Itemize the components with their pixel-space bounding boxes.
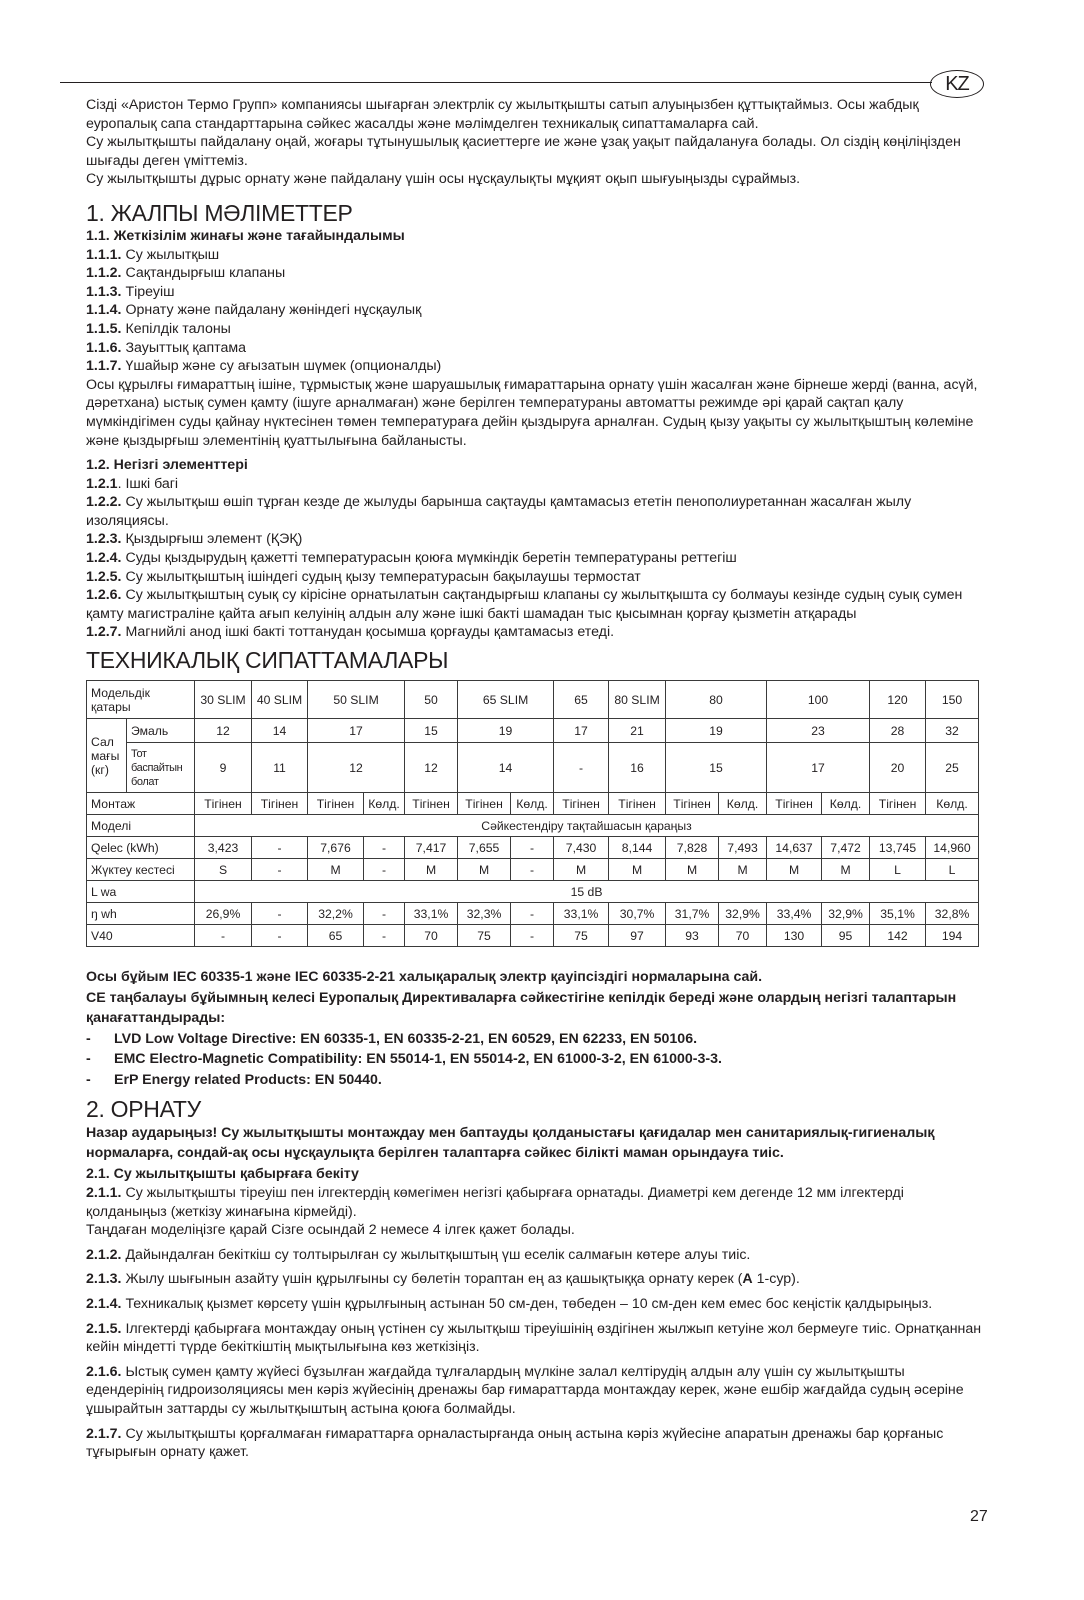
intro-paragraph: Сізді «Аристон Термо Групп» компаниясы шығарған электрлік су жылытқышты сатып алуыңызбен құттықтаймыз. Осы жабдық еуропалық сапа стандарттарына сәйкес жасалды және мәлімделген техникалық сипаттамаларға сай. <box>86 97 919 132</box>
list-item: 1.1.3. Тіреуіш <box>86 283 175 300</box>
table-cell: 142 <box>870 925 926 947</box>
list-item: 1.1.5. Кепілдік талоны <box>86 320 231 337</box>
model-cell: 30 SLIM <box>195 681 252 719</box>
table-cell: 75 <box>458 925 511 947</box>
table-cell: L <box>870 859 926 881</box>
list-item: 2.1.4. Техникалық қызмет көрсету үшін құрылғының астынан 50 см-ден, төбеден – 10 см-ден кем емес бос кеңістік қалдырыңыз. <box>86 1296 933 1313</box>
model-row-label: Моделі <box>87 815 195 837</box>
table-cell: M <box>719 859 767 881</box>
table-cell: Көлд. <box>926 793 979 815</box>
subsection-title: 1.1. Жеткізілім жинағы және тағайындалымы <box>86 227 405 244</box>
table-row <box>87 815 979 837</box>
table-cell: 25 <box>926 743 979 793</box>
table-cell: 17 <box>767 743 870 793</box>
model-cell: 80 <box>666 681 767 719</box>
table-cell: 23 <box>767 719 870 743</box>
table-cell: 97 <box>609 925 666 947</box>
model-row-value: Сәйкестендіру тақтайшасын қараңыз <box>195 815 979 837</box>
table-cell: 9 <box>195 743 252 793</box>
table-cell: 21 <box>609 719 666 743</box>
list-item: 1.2.6. Су жылытқыштың суық су кірісіне орнатылатын сақтандырғыш клапаны су жылытқышта су болмауы кезінде судың суық сумен қамту магистраліне қайта ағып келуінің алдын алу және ішкі бакті шамадан тыс қысымнан қорғау қызметін атқарады <box>86 587 963 622</box>
directive-item: - EMC Electro-Magnetic Compatibility: EN 55014-1, EN 55014-2, EN 61000-3-2, EN 61000-3-3. <box>86 1051 722 1068</box>
table-cell: Тігінен <box>767 793 822 815</box>
stainless-label: Тот баспайтын болат <box>127 743 195 793</box>
table-cell: 12 <box>405 743 458 793</box>
table-row <box>87 925 979 947</box>
intro-paragraph: Су жылытқышты дұрыс орнату және пайдалану үшін осы нұсқаулықты мұқият оқып шығуыңызды сұраймыз. <box>86 171 801 188</box>
page-content <box>86 96 986 1462</box>
table-cell: 13,745 <box>870 837 926 859</box>
table-cell: 20 <box>870 743 926 793</box>
model-cell: 65 SLIM <box>458 681 554 719</box>
table-cell: Көлд. <box>364 793 405 815</box>
table-cell: M <box>405 859 458 881</box>
list-item: 2.1.1. Су жылытқышты тіреуіш пен ілгектердің көмегімен негізгі қабырғаға орнатады. Диаметрі кем дегенде 12 мм ілгектерді қолданыңыз (жеткізу жинағына кірмейді). <box>86 1185 904 1220</box>
list-item: 1.2.1. Ішкі багі <box>86 475 179 492</box>
table-cell: 7,828 <box>666 837 719 859</box>
table-cell: - <box>511 859 554 881</box>
table-cell: - <box>554 743 609 793</box>
table-cell: 32,3% <box>458 903 511 925</box>
model-cell: 100 <box>767 681 870 719</box>
table-cell: - <box>364 859 405 881</box>
table-cell: - <box>364 925 405 947</box>
table-cell: - <box>364 837 405 859</box>
compliance-line: Осы бұйым IEC 60335-1 және IEC 60335-2-21 халықаралық электр қауіпсіздігі нормаларына сай. <box>86 969 763 986</box>
table-cell: - <box>511 903 554 925</box>
table-cell: - <box>195 925 252 947</box>
table-cell: 8,144 <box>609 837 666 859</box>
lwa-label: L wa <box>87 881 195 903</box>
table-cell: 15 <box>405 719 458 743</box>
table-cell: 35,1% <box>870 903 926 925</box>
table-row <box>87 837 979 859</box>
table-cell: S <box>195 859 252 881</box>
table-row <box>87 743 979 793</box>
spec-table <box>86 680 979 947</box>
subsection-title: 2.1. Су жылытқышты қабырғаға бекіту <box>86 1165 359 1182</box>
list-item: 1.1.4. Орнату және пайдалану жөніндегі нұсқаулық <box>86 302 422 319</box>
compliance-block <box>86 967 986 1091</box>
list-item: 2.1.7. Су жылытқышты қорғалмаған ғимараттарға орналастырғанда оның астына кәріз жүйесіне апаратын дренажы бар қорғаныс тұғырығын орнату қажет. <box>86 1425 944 1461</box>
table-cell: - <box>364 903 405 925</box>
table-cell: 65 <box>308 925 364 947</box>
list-item: 1.2.7. Магнийлі анод ішкі бакті тоттанудан қосымша қорғауды қамтамасыз етеді. <box>86 624 615 641</box>
table-row <box>87 719 979 743</box>
table-cell: 30,7% <box>609 903 666 925</box>
table-cell: 7,472 <box>822 837 870 859</box>
table-cell: - <box>252 859 308 881</box>
table-cell: 7,655 <box>458 837 511 859</box>
table-cell: 32,8% <box>926 903 979 925</box>
enamel-label: Эмаль <box>127 719 195 743</box>
directive-item: - ErP Energy related Products: EN 50440. <box>86 1072 382 1088</box>
table-cell: - <box>252 903 308 925</box>
table-cell: - <box>511 925 554 947</box>
table-cell: - <box>252 837 308 859</box>
compliance-line: CE таңбалауы бұйымның келесі Еуропалық Директиваларға сәйкестігіне кепілдік береді және олардың негізгі талаптарын қанағаттандырады: <box>86 989 957 1027</box>
table-cell: 11 <box>252 743 308 793</box>
table-cell: Тігінен <box>252 793 308 815</box>
intro <box>86 96 986 189</box>
list-item: 1.2.3. Қыздырғыш элемент (ҚЭҚ) <box>86 531 303 548</box>
table-cell: M <box>308 859 364 881</box>
section-title-tech: ТЕХНИКАЛЫҚ СИПАТТАМАЛАРЫ <box>86 647 449 674</box>
table-cell: 75 <box>554 925 609 947</box>
table-cell: 3,423 <box>195 837 252 859</box>
lwa-value: 15 dB <box>195 881 979 903</box>
efficiency-label: ŋ wh <box>87 903 195 925</box>
table-cell: Тігінен <box>405 793 458 815</box>
table-cell: 14 <box>458 743 554 793</box>
table-cell: 26,9% <box>195 903 252 925</box>
table-cell: 32,2% <box>308 903 364 925</box>
table-cell: 14,637 <box>767 837 822 859</box>
table-cell: 194 <box>926 925 979 947</box>
intro-paragraph: Су жылытқышты пайдалану оңай, жоғары тұтынушылық қасиеттерге ие және ұзақ уақыт пайдалануға болады. Ол сіздің көңіліңізден шығады деген үміттеміз. <box>86 134 961 169</box>
list-item: 1.2.2. Су жылытқыш өшіп тұрған кезде де жылуды барынша сақтауды қамтамасыз ететін пенополиуретаннан жасалған жылу изоляциясы. <box>86 494 912 529</box>
table-cell: Тігінен <box>458 793 511 815</box>
list-item: 1.1.1. Су жылытқыш <box>86 246 220 263</box>
table-cell: Тігінен <box>666 793 719 815</box>
table-cell: Тігінен <box>609 793 666 815</box>
table-cell: L <box>926 859 979 881</box>
table-cell: M <box>554 859 609 881</box>
table-cell: 93 <box>666 925 719 947</box>
model-cell: 65 <box>554 681 609 719</box>
table-cell: 7,417 <box>405 837 458 859</box>
table-row <box>87 793 979 815</box>
list-item: 1.2.5. Су жылытқыштың ішіндегі судың қызу температурасын бақылаушы термостат <box>86 568 641 585</box>
subsection-title: 1.2. Негізгі элементтері <box>86 457 248 474</box>
model-cell: 50 <box>405 681 458 719</box>
section-title-general: 1. ЖАЛПЫ МӘЛІМЕТТЕР <box>86 199 353 226</box>
table-cell: 70 <box>405 925 458 947</box>
table-cell: 28 <box>870 719 926 743</box>
table-cell: M <box>666 859 719 881</box>
v40-label: V40 <box>87 925 195 947</box>
table-cell: Көлд. <box>822 793 870 815</box>
table-cell: 19 <box>666 719 767 743</box>
model-cell: 120 <box>870 681 926 719</box>
list-item: 1.1.7. Үшайыр және су ағызатын шүмек (опционалды) <box>86 358 442 375</box>
section-title-installation: 2. ОРНАТУ <box>86 1095 201 1122</box>
table-cell: 32,9% <box>822 903 870 925</box>
language-badge: KZ <box>930 70 984 98</box>
weight-label: Сал мағы (кг) <box>87 719 127 793</box>
table-row <box>87 881 979 903</box>
table-cell: 12 <box>195 719 252 743</box>
table-cell: 32,9% <box>719 903 767 925</box>
table-cell: 7,493 <box>719 837 767 859</box>
qelec-label: Qelec (kWh) <box>87 837 195 859</box>
table-row <box>87 903 979 925</box>
table-cell: - <box>511 837 554 859</box>
table-cell: 130 <box>767 925 822 947</box>
table-cell: - <box>252 925 308 947</box>
model-series-label: Модельдік қатары <box>87 681 195 719</box>
table-cell: Көлд. <box>511 793 554 815</box>
installation-warning: Назар аударыңыз! Су жылытқышты монтаждау мен баптауды қолданыстағы қағидалар мен санитариялық-гигиеналық нормаларға, сондай-ақ осы нұсқаулықта берілген талаптарға сәйкес білікті маман орындауға тиіс. <box>86 1124 935 1162</box>
purpose-paragraph: Осы құрылғы ғимараттың ішіне, тұрмыстық және шаруашылық ғимараттарына орнату үшін жасалған және бірнеше жерді (ванна, асүй, дәретхана) ыстық сумен қамту (ішуге арналмаған) және берілген температураны автоматты режимде әрі қарай сақтап қалу мүмкіндігімен суды қайнау нүктесінен төмен температураға дейін қыздыруға арналған. Судың қызу уақыты су жылытқыштың көлеміне және қыздырғыш элементінің қуаттылығына байланысты. <box>86 376 978 449</box>
list-item: 1.1.6. Зауыттық қаптама <box>86 339 247 356</box>
table-cell: M <box>609 859 666 881</box>
directive-item: - LVD Low Voltage Directive: EN 60335-1, EN 60335-2-21, EN 60529, EN 62233, EN 50106. <box>86 1030 698 1047</box>
list-item: 2.1.6. Ыстық сумен қамту жүйесі бұзылған жағдайда тұлғалардың мүлкіне залал келтірудің алдын алу үшін су жылытқышты едендерінің гидроизоляциясы мен кәріз жүйесінің дренажы бар ғимараттарда монтаждау керек, және ешбір жағдайда судың әсеріне ұшырайтын заттарды су жылытқыштың астына қоюға болмайды. <box>86 1363 964 1418</box>
table-cell: 33,1% <box>554 903 609 925</box>
table-cell: 17 <box>554 719 609 743</box>
list-item: 2.1.3. Жылу шығынын азайту үшін құрылғыны су бөлетін тораптан ең аз қашықтыққа орнату керек (A 1-сур). <box>86 1271 800 1288</box>
table-cell: 95 <box>822 925 870 947</box>
table-cell: 16 <box>609 743 666 793</box>
page-number: 27 <box>970 1508 988 1525</box>
table-cell: Тігінен <box>870 793 926 815</box>
table-cell: 12 <box>308 743 405 793</box>
model-cell: 80 SLIM <box>609 681 666 719</box>
table-cell: 17 <box>308 719 405 743</box>
table-cell: 14,960 <box>926 837 979 859</box>
table-cell: Көлд. <box>719 793 767 815</box>
table-cell: M <box>767 859 822 881</box>
table-row <box>87 859 979 881</box>
header-rule <box>60 82 932 83</box>
table-cell: 14 <box>252 719 308 743</box>
table-cell: 70 <box>719 925 767 947</box>
model-cell: 40 SLIM <box>252 681 308 719</box>
table-cell: 32 <box>926 719 979 743</box>
table-cell: Тігінен <box>308 793 364 815</box>
table-cell: 15 <box>666 743 767 793</box>
table-cell: 31,7% <box>666 903 719 925</box>
table-cell: 33,4% <box>767 903 822 925</box>
table-cell: 7,430 <box>554 837 609 859</box>
table-row <box>87 681 979 719</box>
mount-label: Монтаж <box>87 793 195 815</box>
list-item: 2.1.5. Ілгектерді қабырғаға монтаждау оның үстінен су жылытқыш тіреуішінің өздігінен жылжып кетуіне жол бермеуге тиіс. Орнатқаннан кейін міндетті түрде бекіткіштің мықтылығына көз жеткізіңіз. <box>86 1320 982 1356</box>
list-item: 2.1.2. Дайындалған бекіткіш су толтырылған су жылытқыштың үш еселік салмағын көтере алуы тиіс. <box>86 1246 751 1263</box>
table-cell: 19 <box>458 719 554 743</box>
list-item: 1.1.2. Сақтандырғыш клапаны <box>86 265 286 282</box>
list-item: 1.2.4. Суды қыздырудың қажетті температурасын қоюға мүмкіндік беретін температураны реттегіш <box>86 550 737 567</box>
table-cell: M <box>458 859 511 881</box>
model-cell: 150 <box>926 681 979 719</box>
table-cell: M <box>822 859 870 881</box>
table-cell: Тігінен <box>554 793 609 815</box>
table-cell: 7,676 <box>308 837 364 859</box>
model-cell: 50 SLIM <box>308 681 405 719</box>
list-item: Таңдаған моделіңізге қарай Сізге осындай 2 немесе 4 ілгек қажет болады. <box>86 1222 575 1239</box>
load-profile-label: Жүктеу кестесі <box>87 859 195 881</box>
table-cell: Тігінен <box>195 793 252 815</box>
table-cell: 33,1% <box>405 903 458 925</box>
